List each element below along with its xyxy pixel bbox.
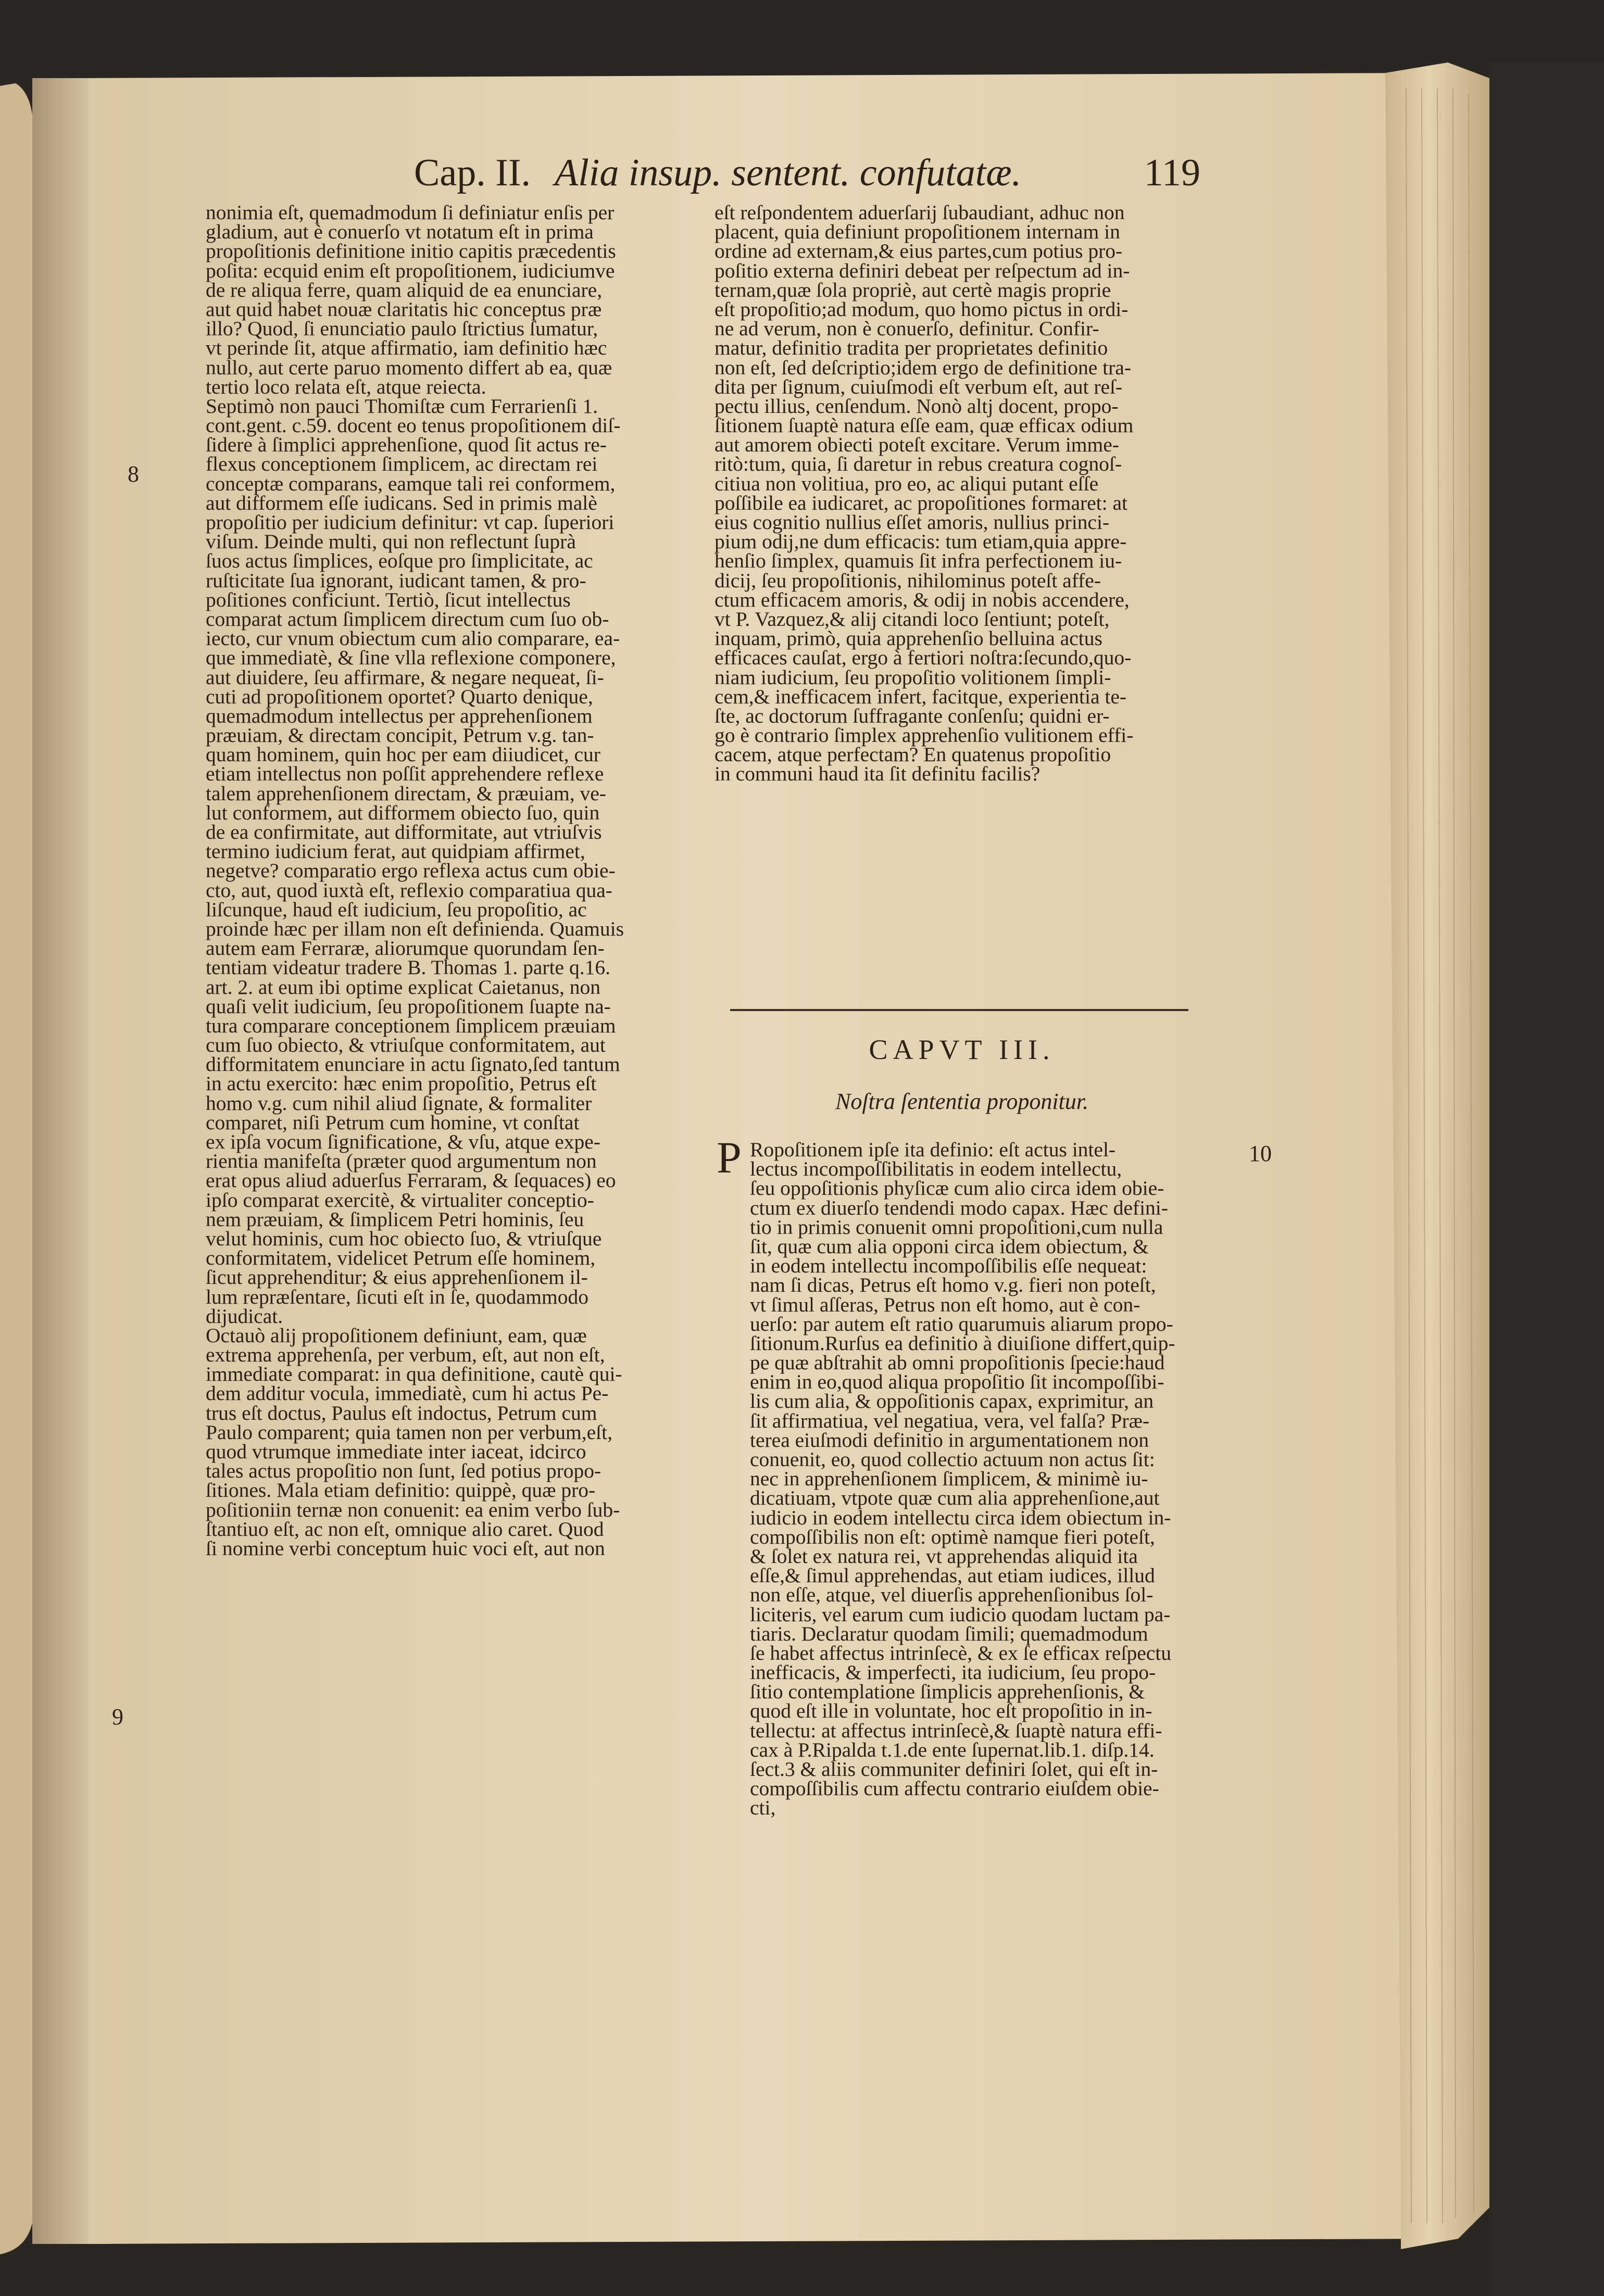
text-line: tentiam videatur tradere B. Thomas 1. parte q.16.	[206, 956, 610, 979]
text-line: tales actus propoſitio non ſunt, ſed potius propo-	[206, 1459, 602, 1483]
text-line: tiaris. Declaratur quodam ſimili; quemadmodum	[750, 1622, 1148, 1645]
text-line: ſi nomine verbi conceptum huic voci eſt, aut non	[206, 1536, 605, 1560]
text-line: conceptæ comparans, eamque tali rei conformem,	[206, 472, 616, 495]
text-line: compoſſibilis non eſt: optimè namque fieri poteſt,	[750, 1525, 1155, 1548]
text-line: tio in primis conuenit omni propoſitioni,cum nulla	[750, 1215, 1163, 1239]
text-line: ſicut apprehenditur; & eius apprehenſionem il-	[206, 1266, 588, 1289]
text-line: aut difformem eſſe iudicans. Sed in primis malè	[206, 491, 597, 514]
text-line: ſitionum.Rurſus ea definitio à diuiſione differt,quip-	[750, 1331, 1175, 1355]
left-column	[206, 203, 695, 1558]
text-line: tellectu: at affectus intrinſecè,& ſuaptè natura effi-	[750, 1719, 1162, 1742]
text-line: inquam, primò, quia apprehenſio belluina actus	[715, 627, 1102, 650]
text-line: lut conformem, aut difformem obiecto ſuo, quin	[206, 801, 600, 824]
text-line: dijudicat.	[206, 1304, 283, 1328]
right-column-top	[715, 203, 1209, 784]
text-line: ſidere à ſimplici apprehenſione, quod ſit actus re-	[206, 433, 607, 457]
text-line: efficaces cauſat, ergo à fertiori noſtra:ſecundo,quo-	[715, 646, 1132, 670]
text-line: cont.gent. c.59. docent eo tenus propoſitionem diſ-	[206, 414, 621, 437]
text-line: comparet, niſi Petrum cum homine, vt conſtat	[206, 1111, 580, 1134]
text-line: & ſolet ex natura rei, vt apprehendas aliquid ita	[750, 1544, 1138, 1568]
text-line: nem præuiam, & ſimplicem Petri hominis, ſeu	[206, 1207, 584, 1231]
text-line: conuenit, eo, quod collectio actuum non actus ſit:	[750, 1448, 1155, 1471]
text-line: eſt reſpondentem aduerſarij ſubaudiant, adhuc non	[715, 201, 1125, 224]
text-line: termino iudicium ferat, aut quidpiam affirmet,	[206, 840, 585, 863]
text-line: uerſo: par autem eſt ratio quarumuis aliarum propo-	[750, 1312, 1173, 1335]
margin-number: 10	[1249, 1141, 1272, 1166]
text-line: cax à P.Ripalda t.1.de ente ſupernat.lib.1. diſp.14.	[750, 1738, 1155, 1761]
section-rule	[730, 1009, 1188, 1011]
text-line: vt P. Vazquez,& alij citandi loco ſentiunt; poteſt,	[715, 607, 1110, 630]
text-line: gladium, aut è conuerſo vt notatum eſt in prima	[206, 220, 594, 244]
text-line: eius cognitio nullius eſſet amoris, nullius princi-	[715, 511, 1110, 534]
text-line: præuiam, & directam concipit, Petrum v.g. tan-	[206, 724, 594, 747]
text-line: pe quæ abſtrahit ab omni propoſitionis ſpecie:haud	[750, 1351, 1165, 1374]
text-line: cem,& inefficacem infert, facitque, experientia te-	[715, 685, 1127, 708]
text-line: henſio ſimplex, quamuis ſit infra perfectionem iu-	[715, 549, 1122, 573]
text-line: ſitiones. Mala etiam definitio: quippè, quæ pro-	[206, 1479, 596, 1502]
page-number: 119	[1144, 152, 1200, 194]
text-line: propoſitionis definitione initio capitis præcedentis	[206, 239, 616, 263]
text-line: ſeu oppoſitionis phyſicæ cum alio circa idem obie-	[750, 1177, 1164, 1200]
text-line: cacem, atque perfectam? En quatenus propoſitio	[715, 743, 1111, 766]
text-line: compoſſibilis cum affectu contrario eiuſdem obie-	[750, 1777, 1159, 1800]
text-line: in communi haud ita ſit definitu facilis?	[715, 762, 1041, 786]
text-line: tura comparare conceptionem ſimplicem præuiam	[206, 1014, 616, 1037]
text-line: propoſitio per iudicium definitur: vt cap. ſuperiori	[206, 511, 615, 534]
text-line: cuti ad propoſitionem oportet? Quarto denique,	[206, 685, 593, 708]
text-line: vt perinde ſit, atque affirmatio, iam definitio hæc	[206, 336, 607, 360]
text-line: placent, quia definiunt propoſitionem internam in	[715, 220, 1120, 244]
text-line: immediate comparat: in qua definitione, cautè qui-	[206, 1363, 622, 1386]
drop-cap: P	[717, 1132, 742, 1182]
text-line: cum ſuo obiecto, & vtriuſque conformitatem, aut	[206, 1033, 606, 1057]
text-line: quemadmodum intellectus per apprehenſionem	[206, 704, 593, 727]
text-line: terea eiuſmodi definitio in argumentationem non	[750, 1428, 1149, 1452]
text-line: art. 2. at eum ibi optime explicat Caietanus, non	[206, 975, 600, 999]
running-title: Alia insup. sentent. confutatæ.	[555, 152, 1022, 194]
text-line: ruſticitate ſua ignorant, iudicant tamen, & pro-	[206, 569, 586, 592]
text-line: iudicio in eodem intellectu circa idem obiectum in-	[750, 1506, 1171, 1529]
text-line: ritò:tum, quia, ſi daretur in rebus creatura cognoſ-	[715, 452, 1122, 476]
text-line: non eſſe, atque, vel diuerſis apprehenſionibus ſol-	[750, 1583, 1154, 1607]
text-line: ctum ex diuerſo tendendi modo capax. Hæc defini-	[750, 1196, 1168, 1219]
text-line: ctum efficacem amoris, & odij in nobis accendere,	[715, 588, 1130, 611]
text-line: conformitatem, videlicet Petrum eſſe hominem,	[206, 1246, 596, 1270]
text-line: dita per ſignum, cuiuſmodi eſt verbum eſt, aut reſ-	[715, 375, 1123, 398]
text-line: poſſibile ea iudicaret, ac propoſitiones formaret: at	[715, 491, 1127, 514]
text-line: ternam,quæ ſola propriè, aut certè magis proprie	[715, 278, 1111, 301]
text-line: quam hominem, quin hoc per eam diiudicet, cur	[206, 743, 600, 766]
text-line: difformitatem enunciare in actu ſignato,ſed tantum	[206, 1053, 620, 1076]
text-line: nullo, aut certe paruo momento differt ab ea, quæ	[206, 356, 612, 379]
text-line: ſit, quæ cum alia opponi circa idem obiectum, &	[750, 1234, 1149, 1258]
text-line: negetve? comparatio ergo reflexa actus cum obie-	[206, 859, 616, 882]
chapter-label: Cap. II.	[414, 152, 531, 194]
text-line: nam ſi dicas, Petrus eſt homo v.g. fieri non poteſt,	[750, 1273, 1156, 1297]
text-line: pium odij,ne dum efficacis: tum etiam,quia appre-	[715, 530, 1127, 553]
text-line: ne ad verum, non è conuerſo, definitur. Confir-	[715, 317, 1099, 340]
text-line: quaſi velit iudicium, ſeu propoſitionem ſuapte na-	[206, 994, 611, 1018]
text-line: poſita: ecquid enim eſt propoſitionem, iudiciumve	[206, 259, 615, 282]
text-line: flexus conceptionem ſimplicem, ac directam rei	[206, 452, 598, 476]
text-line: ſuos actus ſimplices, eoſque pro ſimplicitate, ac	[206, 549, 593, 573]
right-column-bottom	[750, 1140, 1208, 1818]
text-line: aut quid habet nouæ claritatis hic conceptus præ	[206, 297, 602, 321]
text-line: eſt propoſitio;ad modum, quo homo pictus in ordi-	[715, 297, 1129, 321]
text-line: Paulo comparent; quia tamen non per verbum,eſt,	[206, 1420, 612, 1444]
text-line: extrema apprehenſa, per verbum, eſt, aut non eſt,	[206, 1343, 605, 1367]
text-line: inefficacis, & imperfecti, ita iudicium, ſeu propo-	[750, 1661, 1156, 1684]
text-line: lectus incompoſſibilitatis in eodem intellectu,	[750, 1157, 1122, 1181]
text-line: dicatiuam, vtpote quæ cum alia apprehenſione,aut	[750, 1486, 1160, 1510]
text-line: go è contrario ſimplex apprehenſio vulitionem effi-	[715, 724, 1134, 747]
text-line: nec in apprehenſionem ſimplicem, & minimè iu-	[750, 1467, 1148, 1491]
text-line: homo v.g. cum nihil aliud ſignate, & formaliter	[206, 1091, 592, 1115]
text-line: vt ſimul aſſeras, Petrus non eſt homo, aut è con-	[750, 1293, 1141, 1316]
text-line: aut diuidere, ſeu affirmare, & negare nequeat, ſi-	[206, 665, 604, 689]
text-line: ſe habet affectus intrinſecè, & ex ſe efficax reſpectu	[750, 1641, 1171, 1664]
text-line: ex ipſa vocum ſignificatione, & vſu, atque expe-	[206, 1130, 600, 1153]
text-line: ſitionem ſuaptè natura eſſe eam, quæ efficax odium	[715, 414, 1134, 437]
text-line: ordine ad externam,& eius partes,cum potius pro-	[715, 239, 1123, 263]
text-line: de re aliqua ferre, quam aliquid de ea enunciare,	[206, 278, 603, 301]
text-line: erat opus aliud aduerſus Ferraram, & ſequaces) eo	[206, 1169, 616, 1192]
text-line: citiua non volitiua, pro eo, ac aliqui putant eſſe	[715, 472, 1099, 495]
text-line: ſit affirmatiua, vel negatiua, vera, vel falſa? Præ-	[750, 1409, 1150, 1432]
text-line: poſitio externa definiri debeat per reſpectum ad in-	[715, 259, 1130, 282]
chapter-heading: CAPVT III.	[869, 1034, 1055, 1065]
text-line: proinde hæc per illam non eſt definienda. Quamuis	[206, 917, 624, 940]
text-line: quod vtrumque immediate inter iaceat, idcirco	[206, 1440, 586, 1463]
text-line: lum repræſentare, ſicuti eſt in ſe, quodammodo	[206, 1285, 588, 1308]
text-line: de ea confirmitate, aut difformitate, aut vtriuſvis	[206, 821, 602, 843]
text-line: comparat actum ſimplicem directum cum ſuo ob-	[206, 607, 609, 630]
text-line: ſect.3 & aliis communiter definiri ſolet, qui eſt in-	[750, 1758, 1158, 1781]
text-line: ſte, ac doctorum ſuffragante conſenſu; quidni er-	[715, 704, 1110, 727]
text-line: viſum. Deinde multi, qui non reflectunt ſuprà	[206, 530, 576, 553]
text-line: Octauò alij propoſitionem definiunt, eam, quæ	[206, 1323, 587, 1347]
text-line: talem apprehenſionem directam, & præuiam, ve-	[206, 781, 606, 805]
text-line: poſitiones conficiunt. Tertiò, ſicut intellectus	[206, 588, 571, 611]
text-line: matur, definitio tradita per proprietates definitio	[715, 336, 1108, 360]
text-line: ipſo comparat exercitè, & virtualiter conceptio-	[206, 1188, 594, 1212]
chapter-subtitle: Noſtra ſententia proponitur.	[835, 1089, 1089, 1114]
text-line: enim in eo,quod aliqua propoſitio ſit incompoſſibi-	[750, 1370, 1164, 1394]
text-line: trus eſt doctus, Paulus eſt indoctus, Petrum cum	[206, 1401, 597, 1424]
text-line: in actu exercito: hæc enim propoſitio, Petrus eſt	[206, 1072, 597, 1095]
text-line: liſcunque, haud eſt iudicium, ſeu propoſitio, ac	[206, 898, 587, 921]
text-line: eſſe,& ſimul apprehendas, aut etiam iudices, illud	[750, 1564, 1155, 1587]
text-line: ſtantiuo eſt, ac non eſt, omnique alio caret. Quod	[206, 1517, 604, 1541]
book-cover-right	[1489, 62, 1604, 2296]
text-line: ſitio contemplatione ſimplicis apprehenſionis, &	[750, 1680, 1145, 1704]
running-header	[414, 151, 1200, 198]
text-line: autem eam Ferraræ, aliorumque quorundam ſen-	[206, 937, 605, 960]
text-line: tertio loco relata eſt, atque reiecta.	[206, 375, 486, 398]
left-page-edge	[0, 83, 32, 2254]
text-line: dem additur vocula, immediatè, cum hi actus Pe-	[206, 1382, 609, 1405]
text-line: dicij, ſeu propoſitionis, nihilominus poteſt affe-	[715, 569, 1101, 592]
text-line: Ropoſitionem ipſe ita definio: eſt actus intel-	[750, 1138, 1116, 1161]
text-line: etiam intellectus non poſſit apprehendere reflexe	[206, 762, 604, 786]
text-line: liciteris, vel earum cum iudicio quodam luctam pa-	[750, 1603, 1171, 1626]
text-line: velut hominis, cum hoc obiecto ſuo, & vtriuſque	[206, 1227, 602, 1250]
text-line: Septimò non pauci Thomiſtæ cum Ferrarienſi 1.	[206, 394, 598, 418]
text-line: cto, aut, quod iuxtà eſt, reflexio comparatiua qua-	[206, 878, 612, 902]
text-line: in eodem intellectu incompoſſibilis eſſe nequeat:	[750, 1254, 1147, 1278]
text-line: niam iudicium, ſeu propoſitio volitionem ſimpli-	[715, 665, 1111, 689]
margin-number: 8	[128, 461, 139, 487]
text-line: iecto, cur vnum obiectum cum alio comparare, ea-	[206, 627, 620, 650]
text-line: rientia manifeſta (præter quod argumentum non	[206, 1150, 597, 1173]
text-line: quod eſt ille in voluntate, hoc eſt propoſitio in in-	[750, 1699, 1152, 1723]
text-line: illo? Quod, ſi enunciatio paulo ſtrictius ſumatur,	[206, 317, 598, 340]
text-line: lis cum alia, & oppoſitionis capax, exprimitur, an	[750, 1390, 1154, 1413]
margin-number: 9	[112, 1704, 123, 1730]
text-line: poſitioniin ternæ non conuenit: ea enim verbo ſub-	[206, 1498, 620, 1521]
text-line: pectu illius, cenſendum. Nonò altj docent, propo-	[715, 394, 1119, 418]
text-line: cti,	[750, 1796, 776, 1820]
text-line: que immediatè, & ſine vlla reflexione componere,	[206, 646, 616, 670]
text-line: nonimia eſt, quemadmodum ſi definiatur enſis per	[206, 201, 615, 224]
text-line: non eſt, ſed deſcriptio;idem ergo de definitione tra-	[715, 356, 1131, 379]
text-line: aut amorem obiecti poteſt excitare. Verum imme-	[715, 433, 1119, 457]
